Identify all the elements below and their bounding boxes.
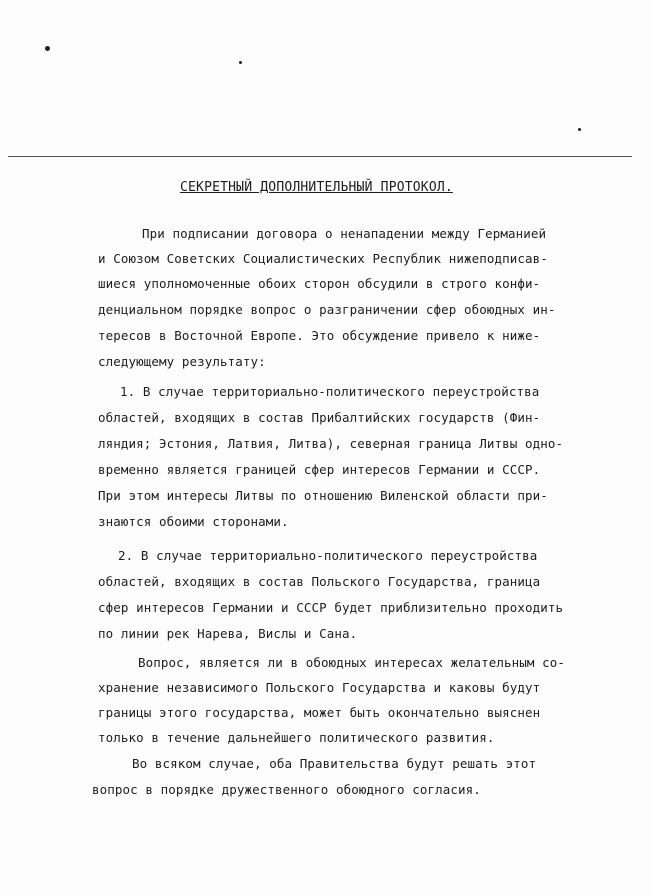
text-line: следующему результату: [98, 354, 266, 369]
document-title: СЕКРЕТНЫЙ ДОПОЛНИТЕЛЬНЫЙ ПРОТОКОЛ. [180, 180, 453, 195]
ink-speck [239, 61, 242, 64]
ink-speck [45, 46, 50, 51]
header-rule [8, 156, 632, 157]
text-line: областей, входящих в состав Польского Государства, граница [98, 574, 541, 589]
text-line: тересов в Восточной Европе. Это обсуждение привело к ниже- [98, 328, 541, 343]
text-line: ляндия; Эстония, Латвия, Литва), северная граница Литвы одно- [98, 436, 564, 451]
text-line: по линии рек Нарева, Вислы и Сана. [98, 626, 358, 641]
text-line: границы этого государства, может быть окончательно выяснен [98, 705, 541, 720]
text-line: 2. В случае территориально-политического переустройства [118, 548, 538, 563]
ink-speck [578, 128, 581, 131]
text-line: вопрос в порядке дружественного обоюдного согласия. [92, 782, 481, 797]
text-line: знаются обоими сторонами. [98, 514, 289, 529]
text-line: Вопрос, является ли в обоюдных интересах желательным со- [138, 655, 566, 670]
text-line: и Союзом Советских Социалистических Республик нижеподписав- [98, 251, 548, 266]
text-line: 1. В случае территориально-политического переустройства [120, 384, 540, 399]
text-line: При этом интересы Литвы по отношению Виленской области при- [98, 488, 548, 503]
text-line: сфер интересов Германии и СССР будет приблизительно проходить [98, 600, 564, 615]
text-line: Во всяком случае, оба Правительства будут решать этот [132, 756, 537, 771]
text-line: хранение независимого Польского Государства и каковы будут [98, 680, 541, 695]
text-line: денциальном порядке вопрос о разграничении сфер обоюдных ин- [98, 302, 556, 317]
text-line: шиеся уполномоченные обоих сторон обсудили в строго конфи- [98, 276, 541, 291]
text-line: только в течение дальнейшего политического развития. [98, 730, 495, 745]
text-line: областей, входящих в состав Прибалтийских государств (Фин- [98, 410, 541, 425]
text-line: временно является границей сфер интересов Германии и СССР. [98, 462, 541, 477]
text-line: При подписании договора о ненападении между Германией [142, 226, 547, 241]
